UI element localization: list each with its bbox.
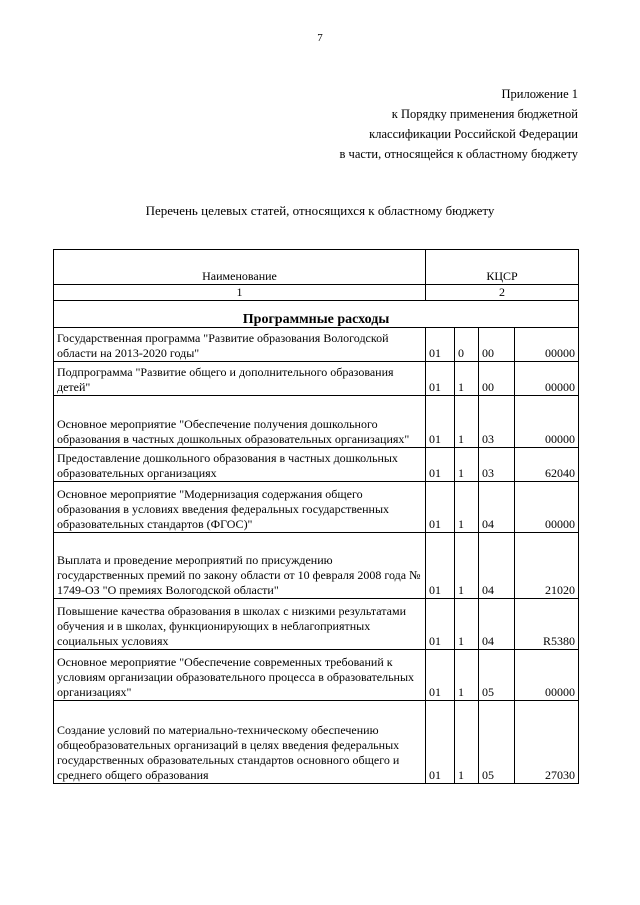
code-program: 01	[426, 328, 455, 362]
appendix-line-2: к Порядку применения бюджетной	[391, 107, 578, 121]
row-name: Основное мероприятие "Обеспечение получения дошкольного образования в частных дошкольных образовательных организациях"	[54, 396, 426, 448]
code-subprogram: 1	[455, 701, 479, 784]
code-direction: 00000	[515, 650, 579, 701]
code-direction: 00000	[515, 362, 579, 396]
row-name: Повышение качества образования в школах с низкими результатами обучения и в школах, функционирующих в неблагоприятных социальных условиях	[54, 599, 426, 650]
code-direction: 21020	[515, 533, 579, 599]
code-subprogram: 1	[455, 599, 479, 650]
code-program: 01	[426, 650, 455, 701]
appendix-line-1: Приложение 1	[501, 87, 578, 101]
header-name: Наименование	[54, 250, 426, 285]
code-activity: 03	[479, 448, 515, 482]
row-name: Выплата и проведение мероприятий по присуждению государственных премий по закону области от 10 февраля 2008 года № 1749-ОЗ "О премиях Вологодской области"	[54, 533, 426, 599]
column-number-2: 2	[426, 285, 579, 301]
code-activity: 05	[479, 701, 515, 784]
code-activity: 05	[479, 650, 515, 701]
code-subprogram: 1	[455, 650, 479, 701]
code-program: 01	[426, 362, 455, 396]
code-subprogram: 1	[455, 533, 479, 599]
section-title: Программные расходы	[54, 301, 579, 328]
table-row	[54, 482, 579, 533]
table-row	[54, 650, 579, 701]
code-program: 01	[426, 533, 455, 599]
appendix-line-3: классификации Российской Федерации	[369, 127, 578, 141]
table-row	[54, 599, 579, 650]
row-name: Создание условий по материально-техническому обеспечению общеобразовательных организаций в целях введения федеральных государственных образовательных стандартов основного общего и среднего общего образования	[54, 701, 426, 784]
row-name: Основное мероприятие "Модернизация содержания общего образования в условиях введения федеральных государственных образовательных стандартов (ФГОС)"	[54, 482, 426, 533]
code-subprogram: 0	[455, 328, 479, 362]
table-row	[54, 328, 579, 362]
table-row	[54, 448, 579, 482]
code-direction: 27030	[515, 701, 579, 784]
code-activity: 03	[479, 396, 515, 448]
code-direction: 00000	[515, 328, 579, 362]
column-number-row	[54, 285, 579, 301]
table-row	[54, 396, 579, 448]
column-number-1: 1	[54, 285, 426, 301]
table-row	[54, 701, 579, 784]
code-activity: 04	[479, 482, 515, 533]
row-name: Подпрограмма "Развитие общего и дополнительного образования детей"	[54, 362, 426, 396]
code-direction: R5380	[515, 599, 579, 650]
target-articles-table	[53, 249, 579, 784]
code-program: 01	[426, 599, 455, 650]
row-name: Предоставление дошкольного образования в частных дошкольных образовательных организациях	[54, 448, 426, 482]
code-subprogram: 1	[455, 448, 479, 482]
code-activity: 00	[479, 328, 515, 362]
table-row	[54, 362, 579, 396]
code-subprogram: 1	[455, 362, 479, 396]
header-code: КЦСР	[426, 250, 579, 285]
code-direction: 62040	[515, 448, 579, 482]
table-row	[54, 533, 579, 599]
code-activity: 00	[479, 362, 515, 396]
code-subprogram: 1	[455, 396, 479, 448]
row-name: Основное мероприятие "Обеспечение современных требований к условиям организации образовательного процесса в образовательных организациях"	[54, 650, 426, 701]
code-subprogram: 1	[455, 482, 479, 533]
page-number: 7	[317, 32, 323, 44]
appendix-line-4: в части, относящейся к областному бюджету	[339, 147, 578, 161]
code-direction: 00000	[515, 482, 579, 533]
code-program: 01	[426, 396, 455, 448]
code-program: 01	[426, 482, 455, 533]
appendix-header	[340, 84, 578, 164]
code-activity: 04	[479, 599, 515, 650]
document-title: Перечень целевых статей, относящихся к областному бюджету	[145, 203, 495, 218]
code-program: 01	[426, 701, 455, 784]
row-name: Государственная программа "Развитие образования Вологодской области на 2013-2020 годы"	[54, 328, 426, 362]
section-row	[54, 301, 579, 328]
code-direction: 00000	[515, 396, 579, 448]
table-header-row	[54, 250, 579, 285]
code-activity: 04	[479, 533, 515, 599]
code-program: 01	[426, 448, 455, 482]
